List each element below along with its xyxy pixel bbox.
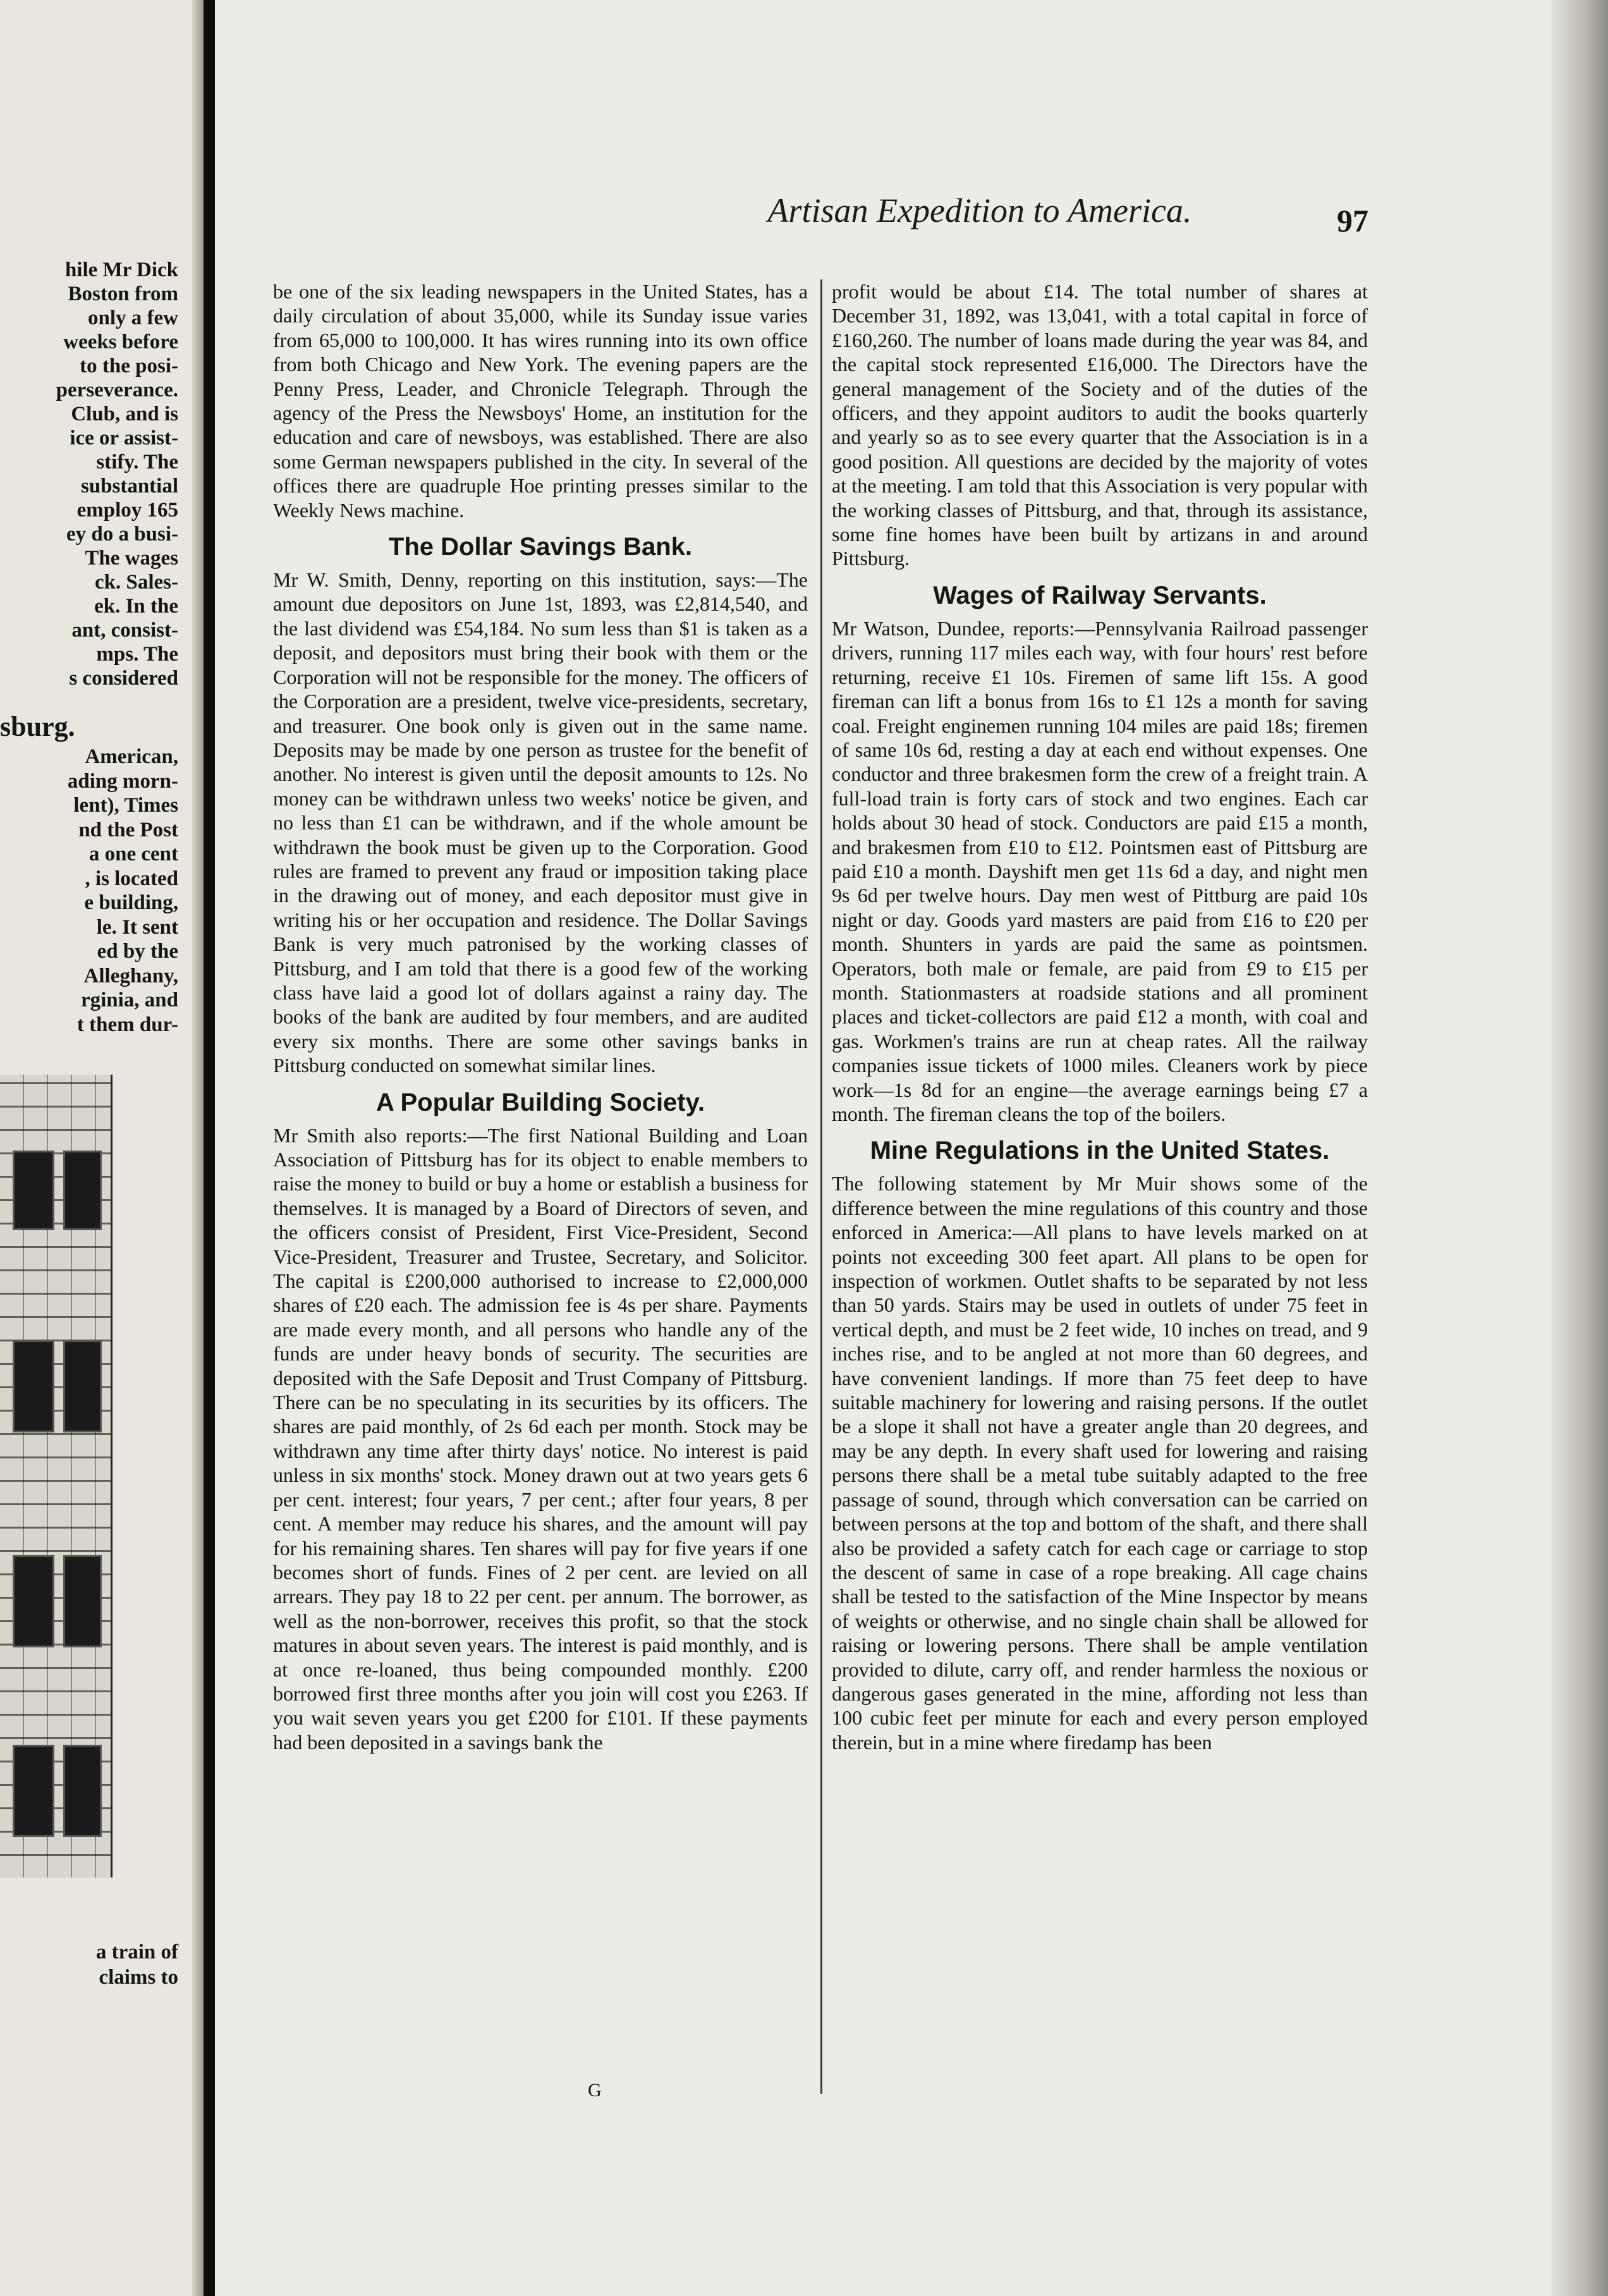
engraving-window <box>63 1151 102 1230</box>
facing-page-line: hile Mr Dick <box>64 259 178 281</box>
facing-page-line: American, <box>85 745 178 768</box>
paragraph-building-society-continued: profit would be about £14. The total number of shares at December 31, 1892, was 13,041, with a total capital in force of £160,260. The number of loans made during the year was 84, and the capital stock represented £16,000. The Directors have the general management of the Society and of the duties of the officers, and they appoint auditors to audit the books quarterly and yearly so as to see every quarter that the Association is in a good position. All questions are decided by the majority of votes at the meeting. I am told that this Association is very popular with the working classes of Pittsburg, and that, through its assistance, some fine homes have been built by artizans in and around Pittsburg. <box>832 280 1368 570</box>
facing-page-line: weeks before <box>63 331 178 353</box>
facing-page-text-top <box>0 258 178 690</box>
facing-page-text-bottom <box>0 1939 178 1990</box>
running-title: Artisan Expedition to America. <box>767 192 1192 229</box>
facing-page-line: substantial <box>80 475 178 498</box>
paragraph-dollar-savings-bank: Mr W. Smith, Denny, reporting on this institution, says:—The amount due depositors on June 1st, 1893, was £2,814,540, and the last dividend was £54,184. No sum less than $1 is taken as a deposit, and depositors must bring their book with them or the Corporation will not be responsible for the money. The officers of the Corporation are a president, twelve vice-presidents, secretary, and treasurer. One book only is given out in the same name. Deposits may be made by one person as trustee for the benefit of another. No interest is given until the deposit amounts to 12s. No money can be withdrawn unless two weeks' notice be given, and no less than £1 can be withdrawn, and if the whole amount be withdrawn the book must be given up to the Corporation. Good rules are framed to prevent any fraud or imposition taking place in the drawing out of money, and each depositor must give in writing his or her occupation and residence. The Dollar Savings Bank is very much patronised by the working classes of Pittsburg, and I am told that there is a good few of the working class have laid a good lot of dollars against a rainy day. The books of the bank are audited by four members, and are audited every six months. There are some other savings banks in Pittsburg conducted on somewhat similar lines. <box>273 568 808 1077</box>
facing-page-line: nd the Post <box>78 818 178 841</box>
engraving-window <box>63 1340 102 1432</box>
page-edge-shadow <box>1551 0 1608 2296</box>
facing-page-line: lent), Times <box>73 794 178 817</box>
column-divider <box>820 279 822 2094</box>
facing-page-line: ek. In the <box>94 595 178 618</box>
page-number: 97 <box>1337 203 1368 238</box>
heading-railway-wages: Wages of Railway Servants. <box>933 581 1267 609</box>
facing-page-line: ck. Sales- <box>95 571 178 594</box>
facing-page-line: Alleghany, <box>83 964 178 987</box>
facing-page-line: The wages <box>85 547 178 570</box>
engraving-window <box>13 1340 54 1432</box>
facing-page-line: e building, <box>84 891 178 914</box>
facing-page-line: employ 165 <box>76 499 178 522</box>
facing-page-fragment <box>0 0 204 2296</box>
facing-page-line: only a few <box>88 307 178 329</box>
heading-dollar-savings-bank: The Dollar Savings Bank. <box>388 533 693 561</box>
facing-page-line: Club, and is <box>71 403 178 425</box>
facing-page-line: to the posi- <box>80 355 178 377</box>
facing-page-line: a train of <box>95 1941 178 1963</box>
facing-page-line: rginia, and <box>80 989 178 1011</box>
facing-page-line: ant, consist- <box>71 619 178 642</box>
engraving-window <box>13 1555 54 1647</box>
facing-page-line: claims to <box>99 1966 178 1989</box>
facing-page-line: ice or assist- <box>70 427 178 449</box>
page-gutter-shadow <box>192 0 204 2296</box>
engraving-window <box>63 1555 102 1647</box>
facing-page-line: ed by the <box>97 940 178 963</box>
facing-page-line: t them dur- <box>76 1013 178 1036</box>
facing-page-line: Boston from <box>68 283 178 305</box>
facing-page-line: perseverance. <box>56 379 178 401</box>
facing-page-line: a one cent <box>88 843 178 865</box>
paragraph-building-society: Mr Smith also reports:—The first National Building and Loan Association of Pittsburg has for its object to enable members to raise the money to build or buy a home or establish a business for themselves. It is managed by a Board of Directors of seven, and the officers consist of President, First Vice-President, Second Vice-President, Treasurer and Trustee, Secretary, and Solicitor. The capital is £200,000 authorised to increase to £2,000,000 shares of £20 each. The admission fee is 4s per share. Payments are made every month, and all persons who handle any of the funds are under heavy bonds of security. The securities are deposited with the Safe Deposit and Trust Company of Pittsburg. There can be no speculating in its securities by its officers. The shares are paid monthly, of 2s 6d each per month. Stock may be withdrawn any time after thirty days' notice. No interest is paid unless in six months' stock. Money drawn out at two years gets 6 per cent. interest; four years, 7 per cent.; after four years, 8 per cent. A member may reduce his shares, and the amount will pay for his remaining shares. Ten shares will pay for five years if one becomes short of funds. Fines of 2 per cent. are levied on all arrears. They pay 18 to 22 per cent. per annum. The borrower, as well as the non-borrower, receives this profit, so that the stock matures in about seven years. The interest is paid monthly, and is at once re-loaned, thus being compounded monthly. £200 borrowed first three months after you join will cost you £263. If you wait seven years you get £200 for £101. If these payments had been deposited in a savings bank the <box>273 1123 808 1754</box>
paragraph-railway-wages: Mr Watson, Dundee, reports:—Pennsylvania Railroad passenger drivers, running 117 miles each way, with four hours' rest before returning, receive £1 10s. Firemen of same lift 15s. A good fireman can lift a bonus from 16s to £1 12s a month for saving coal. Freight enginemen running 104 miles are paid 18s; firemen of same 10s 6d, resting a day at each end without expenses. One conductor and three brakesmen form the crew of a freight train. A full-load train is forty cars of stock and two engines. Each car holds about 30 head of stock. Conductors are paid £15 a month, and brakesmen from £10 to £12. Pointsmen east of Pittsburg are paid £10 a month. Dayshift men get 11s 6d a day, and night men 9s 6d per twelve hours. Day men west of Pittburg are paid 10s night or day. Goods yard masters are paid from £16 to £20 per month. Shunters in yards are paid the same as pointsmen. Operators, both male or female, are paid from £9 to £15 per month. Stationmasters at roadside stations and all prominent places and ticket-collectors are paid £12 a month, with coal and gas. Workmen's trains are run at cheap rates. All the railway companies issue tickets of 1000 miles. Cleaners work by piece work—1s 8d for an engine—the average earnings being £7 a month. The fireman cleans the top of the boilers. <box>832 616 1368 1125</box>
signature-mark: G <box>588 2080 602 2101</box>
facing-page-line: ading morn- <box>67 769 178 793</box>
text-column-left <box>273 279 808 1754</box>
facing-page-line: le. It sent <box>96 915 178 939</box>
page-97 <box>215 0 1608 2296</box>
paragraph-mine-regulations: The following statement by Mr Muir shows some of the difference between the mine regulations of this country and those enforced in America:—All plans to have levels marked on at points not exceeding 300 feet apart. All plans to be open for inspection of workmen. Outlet shafts to be separated by not less than 50 yards. Stairs may be used in outlets of under 75 feet in vertical depth, and must be 2 feet wide, 10 inches on tread, and 9 inches rise, and to be angled at not more than 60 degrees, and have convenient landings. If more than 75 feet deep to have suitable machinery for lowering and raising persons. If the outlet be a slope it shall not have a greater angle than 20 degrees, and may be any depth. In every shaft used for lowering and raising persons there shall be a metal tube suitably adapted to the free passage of sound, through which conversation can be carried on between persons at the top and bottom of the shaft, and there shall also be provided a safety catch for each cage or carriage to stop the descent of same in case of a rope breaking. All cage chains shall be tested to the satisfaction of the Mine Inspector by means of weights or otherwise, and no single chain shall be allowed for raising or lowering persons. There shall be ample ventilation provided to dilute, carry off, and render harmless the noxious or dangerous gases generated in the mine, affording not less than 100 cubic feet per minute for each and every person employed therein, but in a mine where firedamp has been <box>832 1172 1368 1754</box>
engraving-window <box>13 1151 54 1230</box>
facing-page-heading: sburg. <box>0 711 75 742</box>
text-column-right <box>832 279 1368 1754</box>
facing-page-text-middle <box>0 745 178 1037</box>
facing-page-line: ey do a busi- <box>66 523 178 546</box>
heading-mine-regulations: Mine Regulations in the United States. <box>870 1137 1330 1165</box>
facing-page-line: stify. The <box>96 451 178 473</box>
facing-page-line: s considered <box>69 667 178 690</box>
engraving-window <box>63 1745 102 1837</box>
heading-building-society: A Popular Building Society. <box>375 1088 705 1116</box>
facing-page-line: , is located <box>85 867 178 890</box>
paragraph-newspapers-continued: be one of the six leading newspapers in the United States, has a daily circulation of about 35,000, while its Sunday issue varies from 65,000 to 100,000. It has wires running into its own office from both Chicago and New York. The evening papers are the Penny Press, Leader, and Chronicle Telegraph. Through the agency of the Press the Newsboys' Home, an institution for the education and care of newsboys, was established. There are also some German newspapers published in the city. In several of the offices there are quadruple Hoe printing presses similar to the Weekly News machine. <box>273 280 808 522</box>
building-engraving-image <box>0 1075 113 1878</box>
engraving-window <box>13 1745 54 1837</box>
facing-page-line: mps. The <box>96 643 178 666</box>
